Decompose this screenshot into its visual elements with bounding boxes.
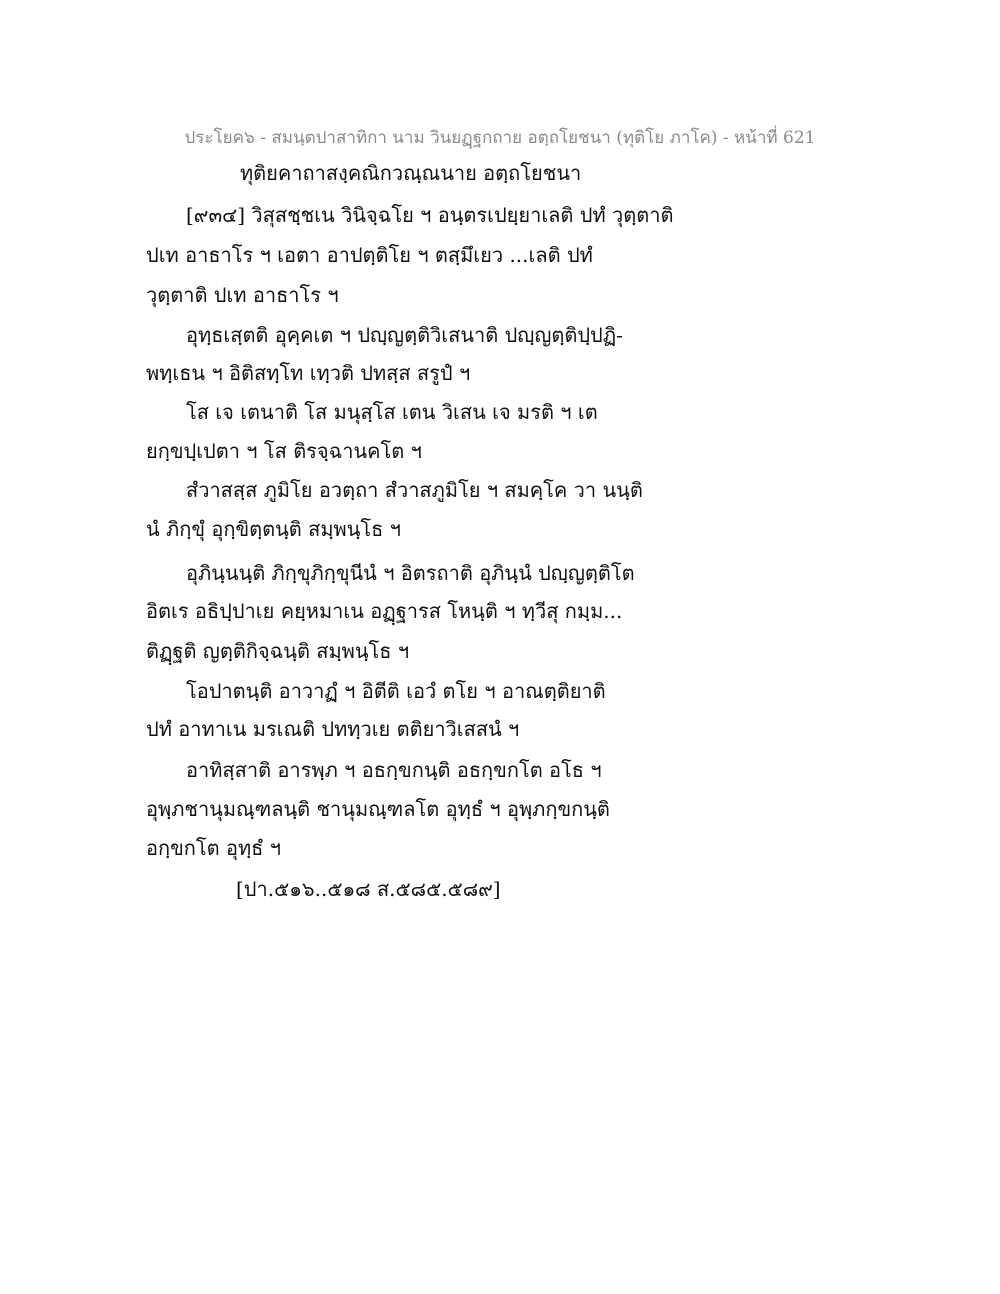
section-title: ทุติยคาถาสงฺคณิกวณฺณนาย อตฺถโยชนา	[240, 161, 582, 185]
text-line: นํ ภิกฺขุํ อุกฺขิตฺตนฺติ สมฺพนฺโธ ฯ	[146, 517, 401, 541]
text-line: อุทฺธเสฺตติ อุคฺคเต ฯ ปญฺญตฺติวิเสนาติ ปญฺญตฺติปฺปฏิ-	[186, 323, 623, 347]
text-line: อุภินฺนนฺติ ภิกฺขุภิกฺขุนีนํ ฯ อิตรถาติ อุภินฺนํ ปญฺญตฺติโต	[186, 561, 635, 585]
text-line: โส เจ เตนาติ โส มนุสฺโส เตน วิเสน เจ มรติ ฯ เต	[186, 400, 598, 424]
text-line: อาทิสฺสาติ อารพฺภ ฯ อธกฺขกนฺติ อธกฺขกโต อโธ ฯ	[186, 758, 602, 782]
page-reference: [ปา.๕๑๖..๕๑๘ ส.๕๘๕.๕๘๙]	[236, 877, 501, 901]
running-header: ประโยค๖ - สมนฺตปาสาทิกา นาม วินยฏฺฐกถาย อตฺถโยชนา (ทุติโย ภาโค) - หน้าที่ 621	[184, 128, 816, 148]
text-line: [๙๓๔] วิสุสชฺชเน วินิจฺฉโย ฯ อนฺตรเปยฺยาเลติ ปทํ วุตฺตาติ	[186, 203, 674, 227]
text-line: ยกฺขปฺเปตา ฯ โส ติรจฺฉานคโต ฯ	[146, 439, 422, 463]
text-line: อุพฺภชานุมณฺฑลนฺติ ชานุมณฺฑลโต อุทฺธํ ฯ อุพฺภกฺขกนฺติ	[146, 797, 610, 821]
text-line: ปเท อาธาโร ฯ เอตา อาปตฺติโย ฯ ตสฺมึเยว ...เลติ ปทํ	[146, 243, 593, 267]
text-line: ติฏฺฐติ ญตฺติกิจฺฉนฺติ สมฺพนฺโธ ฯ	[146, 639, 410, 663]
text-line: พทฺเธน ฯ อิติสทฺโท เทฺวติ ปทสฺส สรูปํ ฯ	[146, 361, 471, 385]
text-line: ปทํ อาทาเน มรเณติ ปททฺวเย ตติยาวิเสสนํ ฯ	[146, 717, 520, 741]
text-line: วุตฺตาติ ปเท อาธาโร ฯ	[146, 283, 339, 307]
text-line: อิตเร อธิปฺปาเย คยฺหมาเน อฏฺฐารส โหนฺติ ฯ ทฺวีสุ กมฺม...	[146, 599, 623, 623]
text-line: โอปาตนฺติ อาวาฏํ ฯ อิตีติ เอวํ ตโย ฯ อาณตฺติยาติ	[186, 679, 606, 703]
text-line: สํวาสสฺส ภูมิโย อวตฺถา สํวาสภูมิโย ฯ สมคฺโค วา นนฺติ	[186, 478, 643, 502]
text-line: อกฺขกโต อุทฺธํ ฯ	[146, 836, 281, 860]
